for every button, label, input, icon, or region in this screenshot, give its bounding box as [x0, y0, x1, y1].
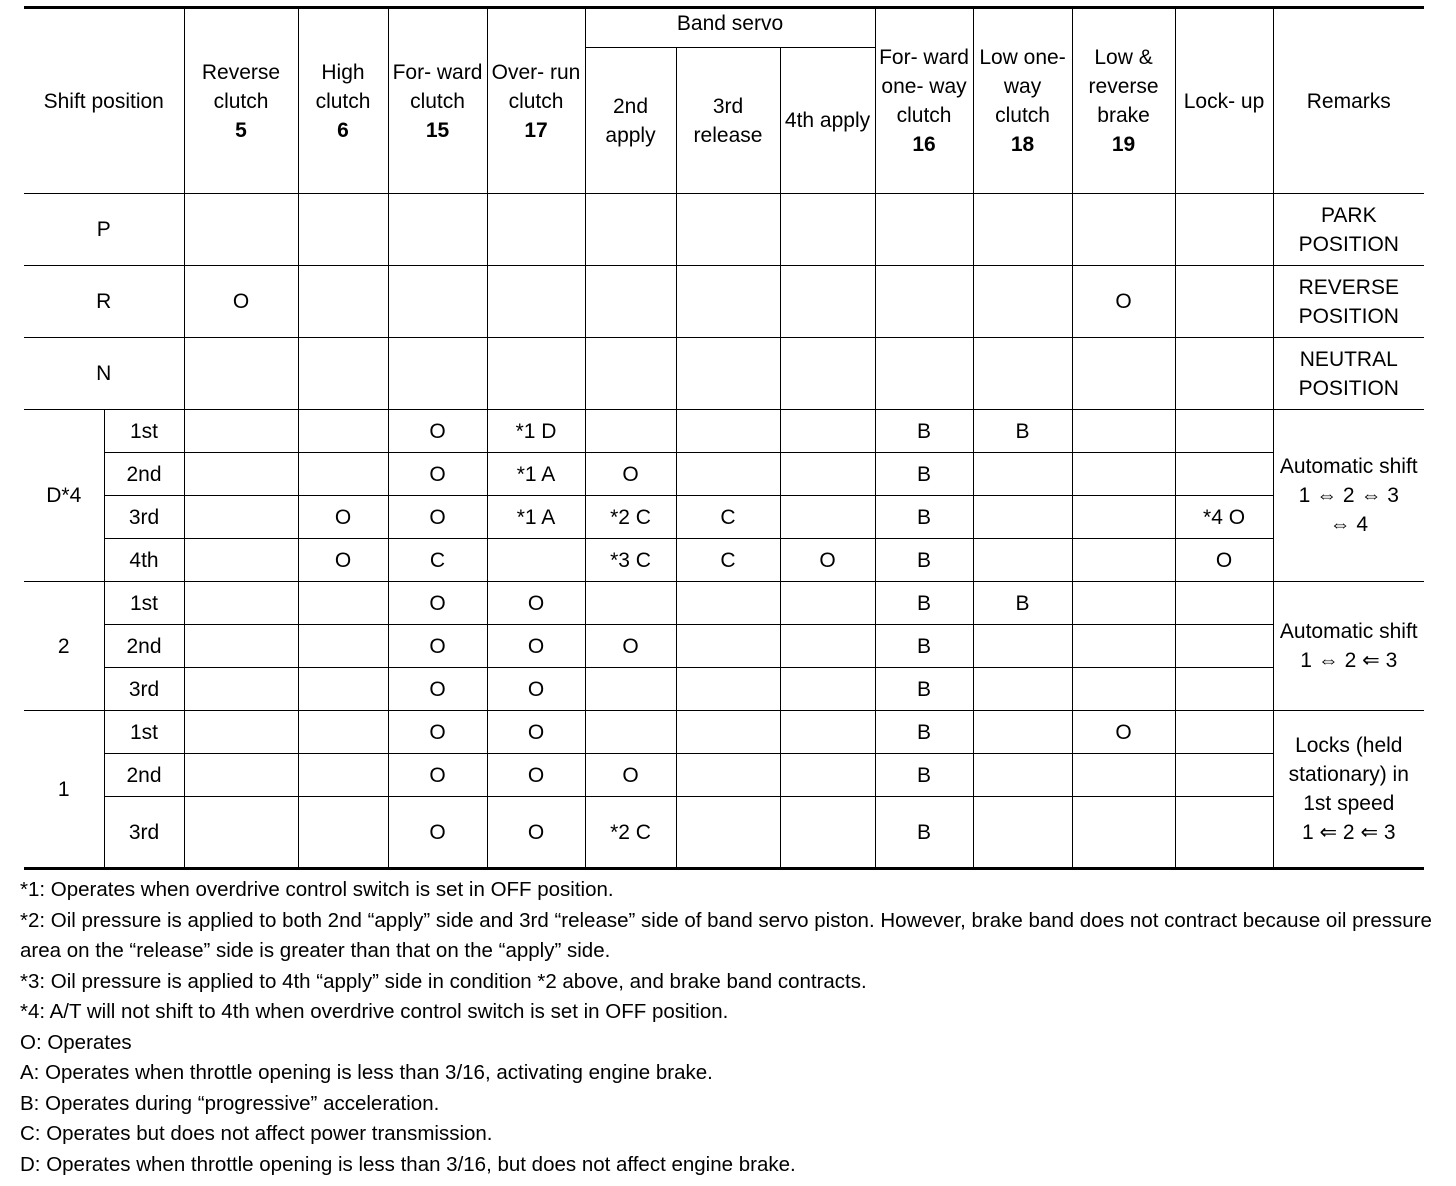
cell: *3 C	[585, 539, 676, 582]
position-r: R	[24, 266, 184, 338]
legend-o: O: Operates	[20, 1030, 132, 1054]
legend-d: D: Operates when throttle opening is less than 3/16, but does not affect engine brake.	[20, 1152, 796, 1176]
table-row	[24, 266, 1424, 338]
cell: O	[388, 496, 487, 539]
remarks-p: PARK POSITION	[1273, 194, 1424, 266]
header-lockup: Lock- up	[1175, 8, 1273, 194]
legend-b: B: Operates during “progressive” acceleration.	[20, 1091, 440, 1115]
table-row	[24, 797, 1424, 869]
cell: C	[388, 539, 487, 582]
cell: O	[487, 797, 585, 869]
cell: O	[585, 625, 676, 668]
cell: O	[388, 410, 487, 453]
gear-label: 2nd	[104, 453, 184, 496]
cell: B	[875, 668, 973, 711]
cell: O	[585, 754, 676, 797]
gear-label: 2nd	[104, 625, 184, 668]
header-reverse-clutch: Reverse clutch 5	[184, 8, 298, 194]
cell: C	[676, 539, 780, 582]
remarks-2: Automatic shift 1 ⇔ 2 ⇐ 3	[1273, 582, 1424, 711]
cell: O	[487, 711, 585, 754]
cell: O	[1175, 539, 1273, 582]
cell: *2 C	[585, 496, 676, 539]
cell: O	[1072, 266, 1175, 338]
table-row	[24, 496, 1424, 539]
cell: B	[973, 582, 1072, 625]
header-low-reverse-brake: Low & reverse brake 19	[1072, 8, 1175, 194]
position-p: P	[24, 194, 184, 266]
cell: *4 O	[1175, 496, 1273, 539]
cell: O	[388, 797, 487, 869]
header-shift-position: Shift position	[24, 8, 184, 194]
note-2: *2: Oil pressure is applied to both 2nd “apply” side and 3rd “release” side of band servo piston. However, brake band does not contract because oil pressure area on the “release” side is greater than that on the “apply” side.	[20, 908, 1432, 962]
cell: O	[388, 711, 487, 754]
legend-a: A: Operates when throttle opening is less than 3/16, activating engine brake.	[20, 1061, 713, 1084]
cell: *1 A	[487, 496, 585, 539]
remarks-1: Locks (held stationary) in 1st speed 1 ⇐ 2 ⇐ 3	[1273, 711, 1424, 869]
cell: O	[298, 539, 388, 582]
cell: O	[487, 668, 585, 711]
table-row	[24, 582, 1424, 625]
cell: O	[1072, 711, 1175, 754]
cell: O	[388, 582, 487, 625]
cell: O	[487, 582, 585, 625]
header-forward-clutch: For- ward clutch 15	[388, 8, 487, 194]
operation-table	[24, 6, 1424, 870]
table-row	[24, 668, 1424, 711]
cell: O	[487, 754, 585, 797]
cell: B	[875, 410, 973, 453]
cell: B	[875, 539, 973, 582]
header-forward-oneway-clutch: For- ward one- way clutch 16	[875, 8, 973, 194]
remarks-n: NEUTRAL POSITION	[1273, 338, 1424, 410]
cell: *2 C	[585, 797, 676, 869]
table-row	[24, 754, 1424, 797]
header-high-clutch: High clutch 6	[298, 8, 388, 194]
gear-label: 1st	[104, 711, 184, 754]
cell: B	[875, 453, 973, 496]
position-1: 1	[24, 711, 104, 869]
cell: O	[388, 668, 487, 711]
gear-label: 3rd	[104, 668, 184, 711]
gear-label: 3rd	[104, 496, 184, 539]
position-2: 2	[24, 582, 104, 711]
cell: B	[973, 410, 1072, 453]
position-d4: D*4	[24, 410, 104, 582]
cell: *1 D	[487, 410, 585, 453]
table-row	[24, 539, 1424, 582]
table-row	[24, 194, 1424, 266]
legend-c: C: Operates but does not affect power transmission.	[20, 1122, 493, 1145]
cell: O	[388, 625, 487, 668]
cell: O	[388, 453, 487, 496]
cell: O	[388, 754, 487, 797]
note-3: *3: Oil pressure is applied to 4th “apply” side in condition *2 above, and brake band contracts.	[20, 969, 867, 993]
note-4: *4: A/T will not shift to 4th when overdrive control switch is set in OFF position.	[20, 1000, 729, 1023]
header-overrun-clutch: Over- run clutch 17	[487, 8, 585, 194]
position-n: N	[24, 338, 184, 410]
remarks-r: REVERSE POSITION	[1273, 266, 1424, 338]
cell: O	[585, 453, 676, 496]
note-1: *1: Operates when overdrive control switch is set in OFF position.	[20, 878, 614, 901]
footnotes	[20, 875, 1440, 1180]
gear-label: 4th	[104, 539, 184, 582]
header-low-oneway-clutch: Low one- way clutch 18	[973, 8, 1072, 194]
gear-label: 1st	[104, 410, 184, 453]
cell: O	[184, 266, 298, 338]
cell: O	[298, 496, 388, 539]
gear-label: 2nd	[104, 754, 184, 797]
cell: B	[875, 625, 973, 668]
table-row	[24, 338, 1424, 410]
cell: *1 A	[487, 453, 585, 496]
header-band-servo: Band servo	[585, 8, 875, 48]
table-row	[24, 453, 1424, 496]
cell: O	[780, 539, 875, 582]
cell: C	[676, 496, 780, 539]
remarks-d4: Automatic shift 1 ⇔ 2 ⇔ 3 ⇔ 4	[1273, 410, 1424, 582]
gear-label: 1st	[104, 582, 184, 625]
header-3rd-release: 3rd release	[676, 48, 780, 194]
cell: B	[875, 754, 973, 797]
header-4th-apply: 4th apply	[780, 48, 875, 194]
table-row	[24, 625, 1424, 668]
cell: B	[875, 711, 973, 754]
header-remarks: Remarks	[1273, 8, 1424, 194]
cell: B	[875, 582, 973, 625]
header-2nd-apply: 2nd apply	[585, 48, 676, 194]
table-row	[24, 410, 1424, 453]
table-row	[24, 711, 1424, 754]
cell: B	[875, 797, 973, 869]
gear-label: 3rd	[104, 797, 184, 869]
cell: B	[875, 496, 973, 539]
cell: O	[487, 625, 585, 668]
